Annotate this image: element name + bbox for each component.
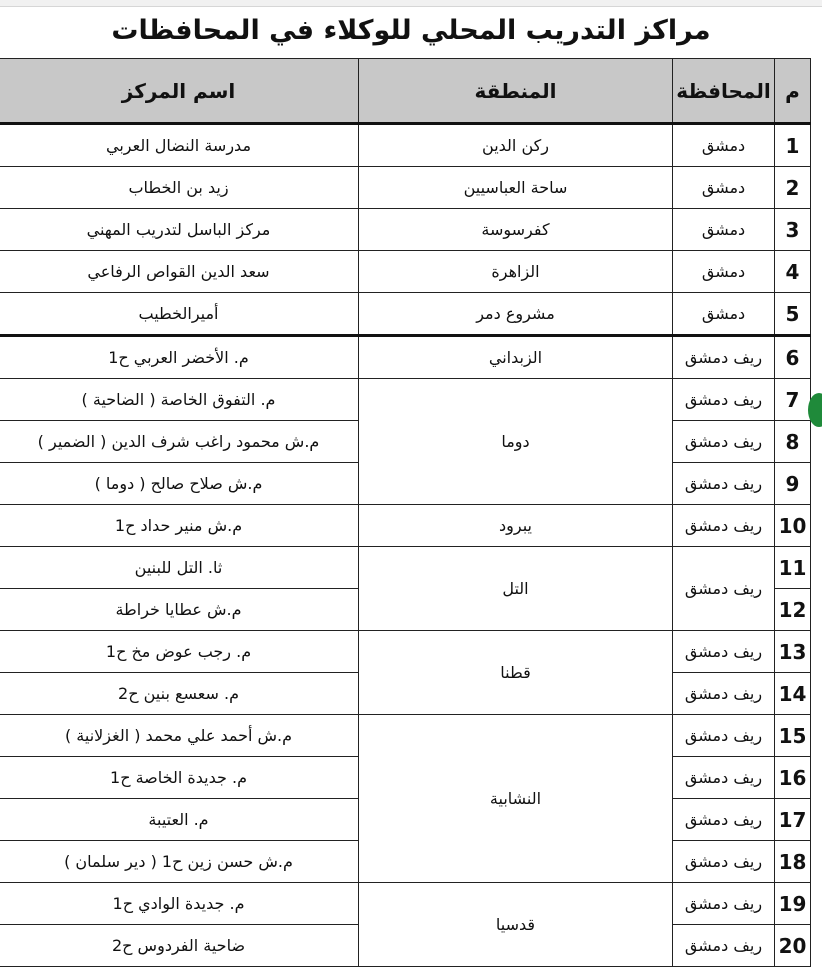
cell-center-name: م.ش محمود راغب شرف الدين ( الضمير ) [0, 421, 359, 463]
cell-governorate: ريف دمشق [673, 631, 775, 673]
table-row [0, 251, 811, 293]
cell-region: قدسيا [359, 883, 673, 967]
cell-number: 2 [775, 167, 811, 209]
cell-center-name: م.ش صلاح صالح ( دوما ) [0, 463, 359, 505]
table-row [0, 124, 811, 167]
cell-governorate: ريف دمشق [673, 336, 775, 379]
cell-region: النشابية [359, 715, 673, 883]
cell-number: 12 [775, 589, 811, 631]
cell-number: 11 [775, 547, 811, 589]
cell-governorate: دمشق [673, 251, 775, 293]
cell-number: 20 [775, 925, 811, 967]
cell-governorate: ريف دمشق [673, 547, 775, 631]
cell-center-name: م. جديدة الخاصة ح1 [0, 757, 359, 799]
cell-number: 17 [775, 799, 811, 841]
cell-number: 9 [775, 463, 811, 505]
cell-center-name: م. رجب عوض مخ ح1 [0, 631, 359, 673]
spreadsheet-top-edge [0, 0, 822, 7]
cell-governorate: ريف دمشق [673, 757, 775, 799]
cell-number: 4 [775, 251, 811, 293]
cell-governorate: ريف دمشق [673, 841, 775, 883]
table-row [0, 293, 811, 336]
cell-governorate: دمشق [673, 124, 775, 167]
table-row [0, 167, 811, 209]
cell-governorate: ريف دمشق [673, 379, 775, 421]
cell-governorate: ريف دمشق [673, 463, 775, 505]
cell-region: ركن الدين [359, 124, 673, 167]
table-row [0, 379, 811, 421]
cell-governorate: ريف دمشق [673, 673, 775, 715]
cell-center-name: مركز الباسل لتدريب المهني [0, 209, 359, 251]
cell-number: 13 [775, 631, 811, 673]
training-centers-table [0, 58, 811, 967]
cell-center-name: م.ش عطايا خراطة [0, 589, 359, 631]
cell-number: 7 [775, 379, 811, 421]
cell-number: 10 [775, 505, 811, 547]
cell-center-name: م. سعسع بنين ح2 [0, 673, 359, 715]
page-title: مراكز التدريب المحلي للوكلاء في المحافظات [111, 15, 711, 46]
table-row [0, 631, 811, 673]
cell-number: 16 [775, 757, 811, 799]
cell-governorate: ريف دمشق [673, 505, 775, 547]
cell-governorate: دمشق [673, 293, 775, 336]
table-header-row [0, 59, 811, 124]
cell-number: 18 [775, 841, 811, 883]
cell-number: 6 [775, 336, 811, 379]
table-row [0, 336, 811, 379]
cell-number: 3 [775, 209, 811, 251]
table-row [0, 715, 811, 757]
cell-center-name: م. الأخضر العربي ح1 [0, 336, 359, 379]
table-row [0, 209, 811, 251]
header-number: م [775, 59, 811, 124]
cell-region: الزبداني [359, 336, 673, 379]
cell-governorate: ريف دمشق [673, 421, 775, 463]
cell-region: قطنا [359, 631, 673, 715]
cell-governorate: ريف دمشق [673, 925, 775, 967]
cell-region: دوما [359, 379, 673, 505]
cell-number: 8 [775, 421, 811, 463]
cell-center-name: ثا. التل للبنين [0, 547, 359, 589]
table-row [0, 505, 811, 547]
cell-governorate: ريف دمشق [673, 715, 775, 757]
cell-governorate: ريف دمشق [673, 799, 775, 841]
table-row [0, 883, 811, 925]
cell-number: 19 [775, 883, 811, 925]
header-center-name: اسم المركز [0, 59, 359, 124]
cell-center-name: ضاحية الفردوس ح2 [0, 925, 359, 967]
cell-center-name: م. العتيبة [0, 799, 359, 841]
cell-region: التل [359, 547, 673, 631]
header-governorate: المحافظة [673, 59, 775, 124]
cell-region: ساحة العباسيين [359, 167, 673, 209]
cell-region: مشروع دمر [359, 293, 673, 336]
cell-center-name: زيد بن الخطاب [0, 167, 359, 209]
cell-governorate: ريف دمشق [673, 883, 775, 925]
header-region: المنطقة [359, 59, 673, 124]
cell-center-name: سعد الدين القواص الرفاعي [0, 251, 359, 293]
cell-center-name: مدرسة النضال العربي [0, 124, 359, 167]
cell-number: 15 [775, 715, 811, 757]
cell-governorate: دمشق [673, 209, 775, 251]
table-row [0, 547, 811, 589]
cell-center-name: م. التفوق الخاصة ( الضاحية ) [0, 379, 359, 421]
cell-number: 1 [775, 124, 811, 167]
cell-center-name: م. جديدة الوادي ح1 [0, 883, 359, 925]
cell-center-name: أميرالخطيب [0, 293, 359, 336]
cell-governorate: دمشق [673, 167, 775, 209]
cell-number: 14 [775, 673, 811, 715]
cell-center-name: م.ش أحمد علي محمد ( الغزلانية ) [0, 715, 359, 757]
cell-region: الزاهرة [359, 251, 673, 293]
cell-number: 5 [775, 293, 811, 336]
cell-region: يبرود [359, 505, 673, 547]
cell-center-name: م.ش منير حداد ح1 [0, 505, 359, 547]
cell-center-name: م.ش حسن زين ح1 ( دير سلمان ) [0, 841, 359, 883]
cell-region: كفرسوسة [359, 209, 673, 251]
